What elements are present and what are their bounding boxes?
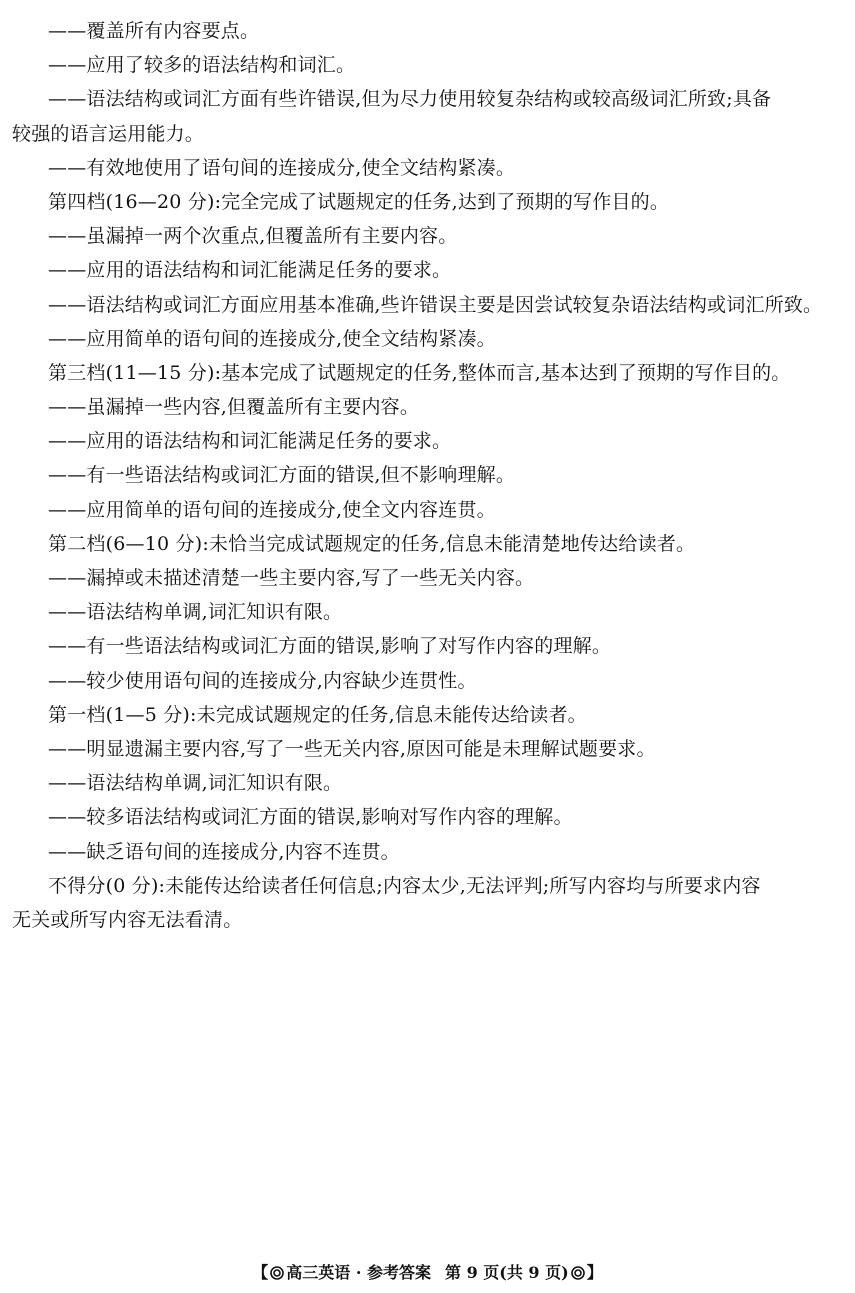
text-line: 第四档(16—20 分):完全完成了试题规定的任务,达到了预期的写作目的。	[48, 190, 670, 213]
text-line: ——有一些语法结构或词汇方面的错误,影响了对写作内容的理解。	[48, 635, 612, 658]
text-line: ——缺乏语句间的连接成分,内容不连贯。	[48, 840, 400, 863]
double-circle-icon	[571, 1266, 585, 1280]
footer-open-bracket: 【	[252, 1263, 269, 1282]
text-line: ——语法结构单调,词汇知识有限。	[48, 601, 343, 624]
text-line: ——有效地使用了语句间的连接成分,使全文结构紧凑。	[48, 156, 516, 179]
text-line: 无关或所写内容无法看清。	[12, 908, 243, 931]
text-line: ——应用了较多的语法结构和词汇。	[48, 54, 356, 77]
text-line: ——应用简单的语句间的连接成分,使全文结构紧凑。	[48, 327, 496, 350]
page-footer	[0, 1262, 855, 1284]
text-line: ——明显遗漏主要内容,写了一些无关内容,原因可能是未理解试题要求。	[48, 737, 656, 760]
text-line: 第二档(6—10 分):未恰当完成试题规定的任务,信息未能清楚地传达给读者。	[48, 532, 696, 555]
text-line: ——应用的语法结构和词汇能满足任务的要求。	[48, 259, 452, 282]
text-line: 第一档(1—5 分):未完成试题规定的任务,信息未能传达给读者。	[48, 703, 587, 726]
text-line: ——漏掉或未描述清楚一些主要内容,写了一些无关内容。	[48, 567, 535, 589]
text-line: ——应用的语法结构和词汇能满足任务的要求。	[48, 430, 452, 453]
text-line: ——语法结构或词汇方面有些许错误,但为尽力使用较复杂结构或较高级词汇所致;具备	[48, 88, 772, 111]
text-line: ——语法结构或词汇方面应用基本准确,些许错误主要是因尝试较复杂语法结构或词汇所致。	[48, 293, 823, 316]
text-line: ——较多语法结构或词汇方面的错误,影响对写作内容的理解。	[48, 806, 573, 829]
text-line: 较强的语言运用能力。	[12, 122, 205, 145]
text-line: ——覆盖所有内容要点。	[48, 20, 260, 42]
text-line: ——语法结构单调,词汇知识有限。	[48, 772, 343, 795]
footer-title: 高三英语 · 参考答案	[286, 1263, 431, 1282]
footer-page-label: 第 9 页(共 9 页)	[445, 1263, 569, 1282]
document-body	[12, 14, 850, 937]
footer-close-bracket: 】	[586, 1263, 603, 1282]
text-line: 不得分(0 分):未能传达给读者任何信息;内容太少,无法评判;所写内容均与所要求内容	[48, 874, 761, 897]
double-circle-icon	[270, 1266, 284, 1280]
text-line: ——有一些语法结构或词汇方面的错误,但不影响理解。	[48, 464, 516, 487]
text-line: ——虽漏掉一些内容,但覆盖所有主要内容。	[48, 396, 420, 419]
text-line: ——较少使用语句间的连接成分,内容缺少连贯性。	[48, 669, 477, 692]
text-line: 第三档(11—15 分):基本完成了试题规定的任务,整体而言,基本达到了预期的写作目的。	[48, 361, 791, 384]
text-line: ——应用简单的语句间的连接成分,使全文内容连贯。	[48, 498, 496, 521]
text-line: ——虽漏掉一两个次重点,但覆盖所有主要内容。	[48, 225, 458, 248]
